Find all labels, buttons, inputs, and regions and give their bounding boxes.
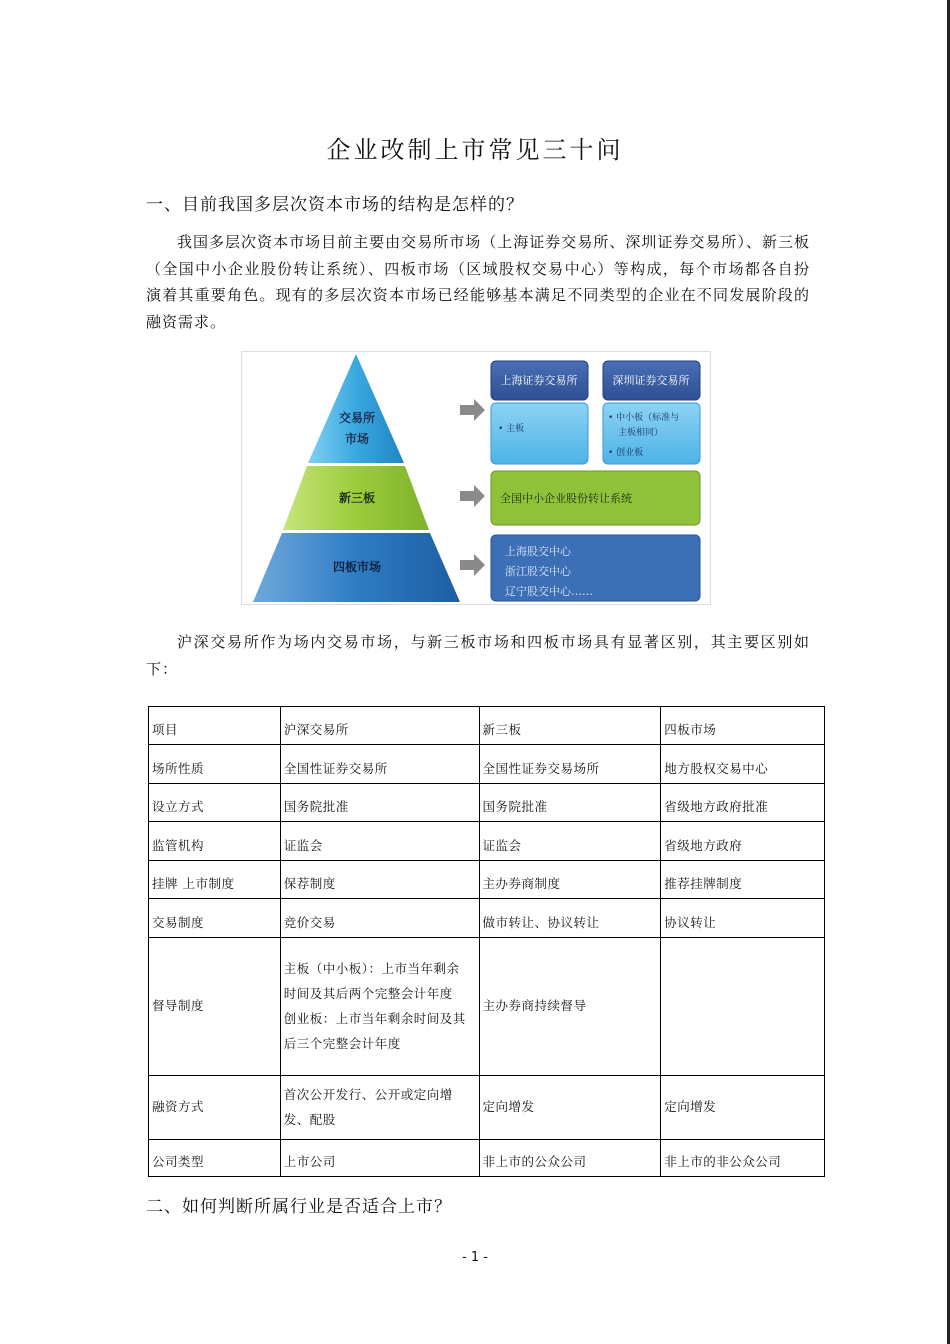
table-cell: 省级地方政府批准 [661, 784, 825, 822]
shanghai-exchange-label: 上海证券交易所 [500, 374, 578, 387]
table-cell: 国务院批准 [479, 784, 661, 822]
table-cell: 地方股权交易中心 [661, 745, 825, 784]
supervision-main-board-line: 主板（中小板）：上市当年剩余 [283, 960, 460, 976]
table-row [149, 822, 825, 861]
table-row [149, 745, 825, 784]
table-cell: 场所性质 [149, 745, 281, 784]
table-cell: 推荐挂牌制度 [661, 861, 825, 899]
table-cell [280, 1076, 479, 1140]
document-title: 企业改制上市常见三十问 [326, 136, 624, 164]
tier-3-label: 四板市场 [332, 560, 382, 574]
table-cell: 上市公司 [280, 1140, 479, 1177]
pyramid-top-tier [308, 354, 404, 463]
table-cell: 省级地方政府 [661, 822, 825, 861]
table-cell: 定向增发 [479, 1076, 661, 1140]
regional-zhejiang: 浙江股交中心 [505, 565, 571, 578]
supervision-chinext-line: 后三个完整会计年度 [283, 1035, 401, 1051]
arrow-right-icon [460, 554, 485, 576]
table-cell: 证监会 [280, 822, 479, 861]
table-row [149, 784, 825, 822]
section-1-heading: 一、目前我国多层次资本市场的结构是怎样的？ [146, 195, 524, 215]
table-header-cell: 新三板 [479, 707, 661, 745]
section-2-heading: 二、如何判断所属行业是否适合上市？ [146, 1197, 452, 1217]
shenzhen-exchange-label: 深圳证券交易所 [612, 374, 690, 387]
section-1-paragraph: 我国多层次资本市场目前主要由交易所市场（上海证券交易所、深圳证券交易所）、新三板（全国中小企业股份转让系统）、四板市场（区域股权交易中心）等构成，每个市场都各自扮演着其重要角色。现有的多层次资本市场已经能够基本满足不同类型的企业在不同发展阶段的融资需求。 [146, 233, 810, 331]
table-row [149, 1076, 825, 1140]
table-cell: 全国性证券交易所 [280, 745, 479, 784]
table-cell: 做市转让、协议转让 [479, 899, 661, 938]
table-cell: 挂牌 上市制度 [149, 861, 281, 899]
table-cell: 全国性证券交易场所 [479, 745, 661, 784]
table-cell: 非上市的公众公司 [479, 1140, 661, 1177]
table-cell: 协议转让 [661, 899, 825, 938]
shanghai-main-board: • 主板 [498, 424, 525, 434]
table-cell: 定向增发 [661, 1076, 825, 1140]
table-row [149, 1140, 825, 1177]
table-cell: 国务院批准 [280, 784, 479, 822]
shenzhen-sme-note: 主板相同） [618, 428, 664, 438]
table-cell: 竞价交易 [280, 899, 479, 938]
financing-line: 首次公开发行、公开或定向增 [283, 1086, 453, 1102]
table-cell: 主办券商制度 [479, 861, 661, 899]
table-cell: 设立方式 [149, 784, 281, 822]
market-structure-diagram [241, 351, 711, 605]
table-header-cell: 沪深交易所 [280, 707, 479, 745]
table-cell: 监管机构 [149, 822, 281, 861]
table-cell: 主办券商持续督导 [479, 938, 661, 1076]
financing-line: 发、配股 [283, 1111, 336, 1127]
table-row [149, 938, 825, 1076]
table-cell: 证监会 [479, 822, 661, 861]
shenzhen-sme-board: • 中小板（标准与 [608, 413, 680, 423]
table-cell: 融资方式 [149, 1076, 281, 1140]
table-cell: 非上市的非公众公司 [661, 1140, 825, 1177]
table-cell: 交易制度 [149, 899, 281, 938]
table-cell: 保荐制度 [280, 861, 479, 899]
table-header-row [149, 707, 825, 745]
tier-1-label-line1: 交易所 [338, 411, 376, 425]
table-cell: 公司类型 [149, 1140, 281, 1177]
supervision-main-board-line: 时间及其后两个完整会计年度 [283, 985, 453, 1001]
regional-shanghai: 上海股交中心 [505, 545, 571, 558]
arrow-right-icon [460, 485, 485, 507]
table-cell [280, 938, 479, 1076]
table-cell: 督导制度 [149, 938, 281, 1076]
supervision-chinext-line: 创业板：上市当年剩余时间及其 [283, 1010, 466, 1026]
neeq-label: 全国中小企业股份转让系统 [500, 492, 632, 505]
tier-2-label: 新三板 [338, 491, 376, 505]
page-number: - 1 - [462, 1250, 488, 1265]
arrow-right-icon [460, 399, 485, 421]
table-header-cell: 项目 [149, 707, 281, 745]
tier-1-label-line2: 市场 [344, 432, 370, 446]
section-1-paragraph-2: 沪深交易所作为场内交易市场，与新三板市场和四板市场具有显著区别，其主要区别如下： [146, 633, 810, 678]
regional-liaoning: 辽宁股交中心…… [505, 585, 593, 598]
table-cell [661, 938, 825, 1076]
shenzhen-chinext: • 创业板 [608, 448, 644, 458]
table-row [149, 861, 825, 899]
comparison-table [148, 706, 825, 1177]
table-header-cell: 四板市场 [661, 707, 825, 745]
table-row [149, 899, 825, 938]
